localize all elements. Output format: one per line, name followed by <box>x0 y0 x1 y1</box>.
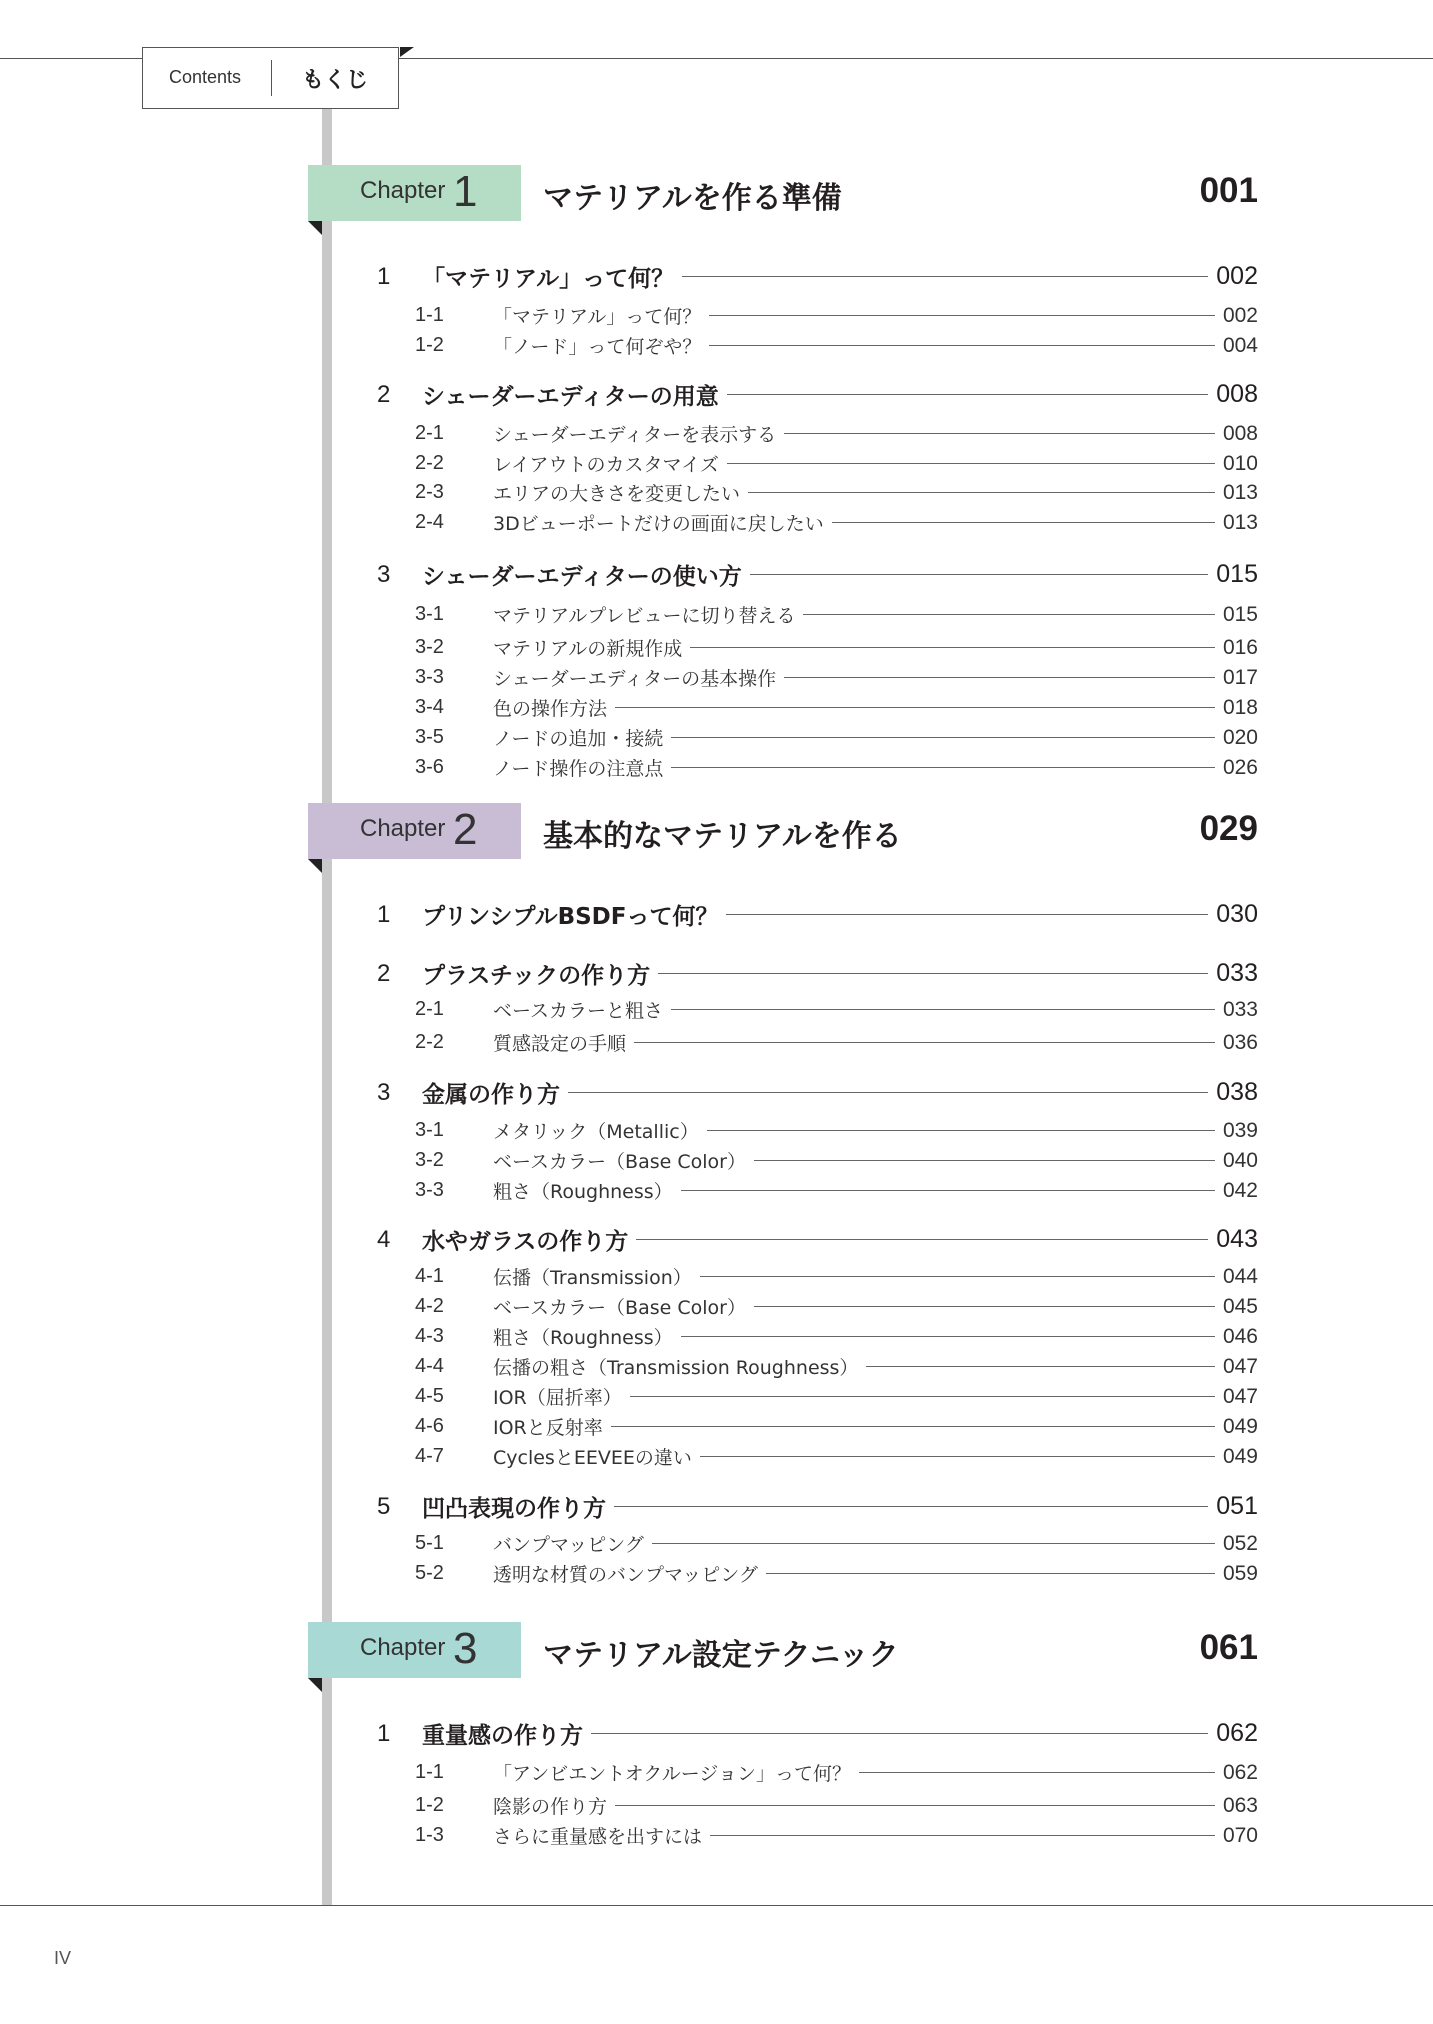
chapter-label-box <box>308 165 521 221</box>
toc-subsection-entry <box>308 754 1258 781</box>
dot-leader <box>682 276 1208 277</box>
toc-section-entry <box>308 378 1258 411</box>
entry-title: マテリアルの新規作成 <box>493 638 683 660</box>
entry-page: 017 <box>1222 665 1258 689</box>
entry-page: 070 <box>1222 1823 1258 1847</box>
entry-page: 038 <box>1216 1078 1258 1106</box>
entry-number: 5-2 <box>415 1562 444 1584</box>
dot-leader <box>591 1733 1208 1734</box>
dot-leader <box>671 737 1215 738</box>
toc-section-entry <box>308 957 1258 990</box>
entry-page: 049 <box>1222 1414 1258 1438</box>
entry-page: 051 <box>1216 1492 1258 1520</box>
entry-page: 002 <box>1216 262 1258 290</box>
entry-page: 047 <box>1222 1384 1258 1408</box>
entry-title: ベースカラーと粗さ <box>493 1000 664 1022</box>
chapter-corner-mark <box>308 221 322 235</box>
entry-title: メタリック（Metallic） <box>493 1121 699 1143</box>
dot-leader <box>630 1396 1215 1397</box>
toc-subsection-entry <box>308 1792 1258 1819</box>
toc-subsection-entry <box>308 996 1258 1023</box>
entry-number: 5 <box>377 1492 391 1520</box>
chapter-number: 3 <box>453 1624 478 1673</box>
entry-number: 3-2 <box>415 636 444 658</box>
contents-tab-en: Contents <box>169 67 242 87</box>
entry-page: 015 <box>1216 560 1258 588</box>
chapter-title: マテリアルを作る準備 <box>543 181 842 216</box>
toc-subsection-entry <box>308 601 1258 628</box>
dot-leader <box>681 1190 1215 1191</box>
chapter-number: 2 <box>453 805 478 854</box>
chapter-label: Chapter <box>360 1634 446 1661</box>
entry-page: 036 <box>1222 1030 1258 1054</box>
dot-leader <box>866 1366 1215 1367</box>
entry-page: 033 <box>1216 959 1258 987</box>
dot-leader <box>754 1160 1215 1161</box>
toc-subsection-entry <box>308 1147 1258 1174</box>
entry-page: 016 <box>1222 635 1258 659</box>
entry-page: 018 <box>1222 695 1258 719</box>
dot-leader <box>766 1573 1215 1574</box>
entry-number: 3-1 <box>415 603 444 625</box>
entry-number: 1-1 <box>415 304 444 326</box>
chapter-corner-mark <box>308 1678 322 1692</box>
dot-leader <box>754 1306 1215 1307</box>
entry-title: 金属の作り方 <box>422 1082 560 1108</box>
toc-subsection-entry <box>308 479 1258 506</box>
entry-page: 049 <box>1222 1444 1258 1468</box>
toc-section-entry <box>308 1490 1258 1523</box>
dot-leader <box>750 574 1209 575</box>
entry-page: 062 <box>1216 1719 1258 1747</box>
toc-subsection-entry <box>308 1383 1258 1410</box>
dot-leader <box>681 1336 1215 1337</box>
dot-leader <box>700 1456 1215 1457</box>
chapter-header <box>308 803 1258 859</box>
entry-title: ノードの追加・接続 <box>493 728 664 750</box>
entry-page: 026 <box>1222 755 1258 779</box>
entry-title: シェーダーエディターの使い方 <box>422 564 742 590</box>
entry-title: 粗さ（Roughness） <box>493 1181 673 1203</box>
entry-title: バンプマッピング <box>493 1534 644 1556</box>
dot-leader <box>700 1276 1215 1277</box>
entry-page: 008 <box>1222 421 1258 445</box>
dot-leader <box>709 315 1215 316</box>
entry-title: プリンシプルBSDFって何？ <box>422 904 719 930</box>
toc-section-entry <box>308 1223 1258 1256</box>
entry-title: 水やガラスの作り方 <box>422 1229 629 1255</box>
entry-title: ベースカラー（Base Color） <box>493 1151 746 1173</box>
toc-subsection-entry <box>308 1560 1258 1587</box>
entry-title: プラスチックの作り方 <box>422 963 651 989</box>
chapter-header <box>308 165 1258 221</box>
toc-section-entry <box>308 260 1258 293</box>
entry-number: 3-3 <box>415 666 444 688</box>
entry-number: 1 <box>377 262 391 290</box>
toc-subsection-entry <box>308 1029 1258 1056</box>
entry-title: 質感設定の手順 <box>493 1033 627 1055</box>
entry-title: 色の操作方法 <box>493 698 608 720</box>
entry-number: 2-2 <box>415 1031 444 1053</box>
entry-title: エリアの大きさを変更したい <box>493 483 741 505</box>
entry-number: 1 <box>377 900 391 928</box>
chapter-page: 001 <box>1199 171 1258 210</box>
entry-title: ベースカラー（Base Color） <box>493 1297 746 1319</box>
entry-title: 重量感の作り方 <box>422 1723 583 1749</box>
toc-section-entry <box>308 1076 1258 1109</box>
entry-title: 「アンビエントオクルージョン」って何？ <box>493 1763 851 1785</box>
toc-subsection-entry <box>308 1822 1258 1849</box>
toc-subsection-entry <box>308 332 1258 359</box>
dot-leader <box>671 767 1215 768</box>
entry-number: 3-4 <box>415 696 444 718</box>
entry-number: 3 <box>377 560 391 588</box>
entry-title: 「マテリアル」って何？ <box>493 306 702 328</box>
toc-subsection-entry <box>308 1293 1258 1320</box>
chapter-title: マテリアル設定テクニック <box>543 1638 899 1673</box>
entry-page: 008 <box>1216 380 1258 408</box>
entry-title: 陰影の作り方 <box>493 1796 608 1818</box>
toc-subsection-entry <box>308 1177 1258 1204</box>
toc-subsection-entry <box>308 1413 1258 1440</box>
toc-subsection-entry <box>308 420 1258 447</box>
entry-number: 3-1 <box>415 1119 444 1141</box>
entry-number: 5-1 <box>415 1532 444 1554</box>
entry-number: 1 <box>377 1719 391 1747</box>
dot-leader <box>568 1092 1208 1093</box>
toc-subsection-entry <box>308 450 1258 477</box>
toc-subsection-entry <box>308 694 1258 721</box>
entry-title: 伝播（Transmission） <box>493 1267 692 1289</box>
contents-tab <box>142 47 399 109</box>
dot-leader <box>832 522 1215 523</box>
dot-leader <box>803 614 1214 615</box>
entry-page: 052 <box>1222 1531 1258 1555</box>
entry-number: 3-5 <box>415 726 444 748</box>
entry-title: シェーダーエディターの基本操作 <box>493 668 777 690</box>
dot-leader <box>636 1239 1208 1240</box>
toc-subsection-entry <box>308 509 1258 536</box>
dot-leader <box>690 647 1215 648</box>
dot-leader <box>710 1835 1215 1836</box>
dot-leader <box>671 1009 1215 1010</box>
entry-number: 1-2 <box>415 1794 444 1816</box>
entry-page: 063 <box>1222 1793 1258 1817</box>
toc-subsection-entry <box>308 1117 1258 1144</box>
chapter-label-box <box>308 1622 521 1678</box>
entry-number: 4-7 <box>415 1445 444 1467</box>
page-folio: IV <box>54 1948 72 1968</box>
entry-number: 4 <box>377 1225 391 1253</box>
entry-page: 042 <box>1222 1178 1258 1202</box>
toc-section-entry <box>308 558 1258 591</box>
dot-leader <box>727 463 1215 464</box>
entry-page: 033 <box>1222 997 1258 1021</box>
entry-page: 059 <box>1222 1561 1258 1585</box>
toc-subsection-entry <box>308 1759 1258 1786</box>
toc-subsection-entry <box>308 1353 1258 1380</box>
entry-title: 「マテリアル」って何？ <box>422 266 675 292</box>
dot-leader <box>652 1543 1215 1544</box>
chapter-title: 基本的なマテリアルを作る <box>543 819 902 854</box>
entry-number: 2 <box>377 380 391 408</box>
toc-subsection-entry <box>308 634 1258 661</box>
entry-title: CyclesとEEVEEの違い <box>493 1447 692 1469</box>
chapter-section <box>308 803 1258 1586</box>
chapter-header <box>308 1622 1258 1678</box>
entry-number: 2 <box>377 959 391 987</box>
entry-title: IOR（屈折率） <box>493 1387 622 1409</box>
chapter-page: 029 <box>1199 809 1258 848</box>
toc-subsection-entry <box>308 1263 1258 1290</box>
entry-page: 004 <box>1222 333 1258 357</box>
entry-number: 3 <box>377 1078 391 1106</box>
entry-page: 013 <box>1222 510 1258 534</box>
entry-page: 040 <box>1222 1148 1258 1172</box>
toc-subsection-entry <box>308 1323 1258 1350</box>
entry-number: 3-2 <box>415 1149 444 1171</box>
entry-title: レイアウトのカスタマイズ <box>493 454 719 476</box>
toc-section-entry <box>308 1717 1258 1750</box>
entry-number: 4-5 <box>415 1385 444 1407</box>
entry-page: 039 <box>1222 1118 1258 1142</box>
dot-leader <box>615 1805 1215 1806</box>
entry-number: 4-4 <box>415 1355 444 1377</box>
entry-title: ノード操作の注意点 <box>493 758 664 780</box>
entry-title: 3Dビューポートだけの画面に戻したい <box>493 513 824 535</box>
entry-title: 伝播の粗さ（Transmission Roughness） <box>493 1357 859 1379</box>
entry-title: さらに重量感を出すには <box>493 1826 703 1848</box>
dot-leader <box>727 394 1209 395</box>
entry-page: 002 <box>1222 303 1258 327</box>
tab-corner-mark <box>400 47 414 57</box>
bottom-rule <box>0 1905 1433 1906</box>
dot-leader <box>784 677 1215 678</box>
entry-page: 010 <box>1222 451 1258 475</box>
entry-number: 2-1 <box>415 998 444 1020</box>
toc-subsection-entry <box>308 302 1258 329</box>
entry-number: 3-3 <box>415 1179 444 1201</box>
dot-leader <box>726 914 1208 915</box>
entry-title: 凹凸表現の作り方 <box>422 1496 606 1522</box>
entry-number: 1-1 <box>415 1761 444 1783</box>
entry-number: 4-1 <box>415 1265 444 1287</box>
entry-page: 043 <box>1216 1225 1258 1253</box>
contents-tab-ja: もくじ <box>302 68 369 93</box>
entry-number: 4-2 <box>415 1295 444 1317</box>
toc-subsection-entry <box>308 724 1258 751</box>
toc-section-entry <box>308 898 1258 931</box>
entry-title: IORと反射率 <box>493 1417 603 1439</box>
entry-page: 062 <box>1222 1760 1258 1784</box>
toc-subsection-entry <box>308 1443 1258 1470</box>
entry-number: 2-3 <box>415 481 444 503</box>
entry-page: 015 <box>1222 602 1258 626</box>
entry-page: 030 <box>1216 900 1258 928</box>
entry-page: 044 <box>1222 1264 1258 1288</box>
entry-number: 2-1 <box>415 422 444 444</box>
entry-title: 透明な材質のバンプマッピング <box>493 1564 758 1586</box>
entry-number: 4-6 <box>415 1415 444 1437</box>
toc-subsection-entry <box>308 664 1258 691</box>
dot-leader <box>784 433 1215 434</box>
tab-divider <box>271 60 272 96</box>
dot-leader <box>611 1426 1215 1427</box>
entry-number: 2-4 <box>415 511 444 533</box>
dot-leader <box>615 707 1215 708</box>
entry-number: 1-3 <box>415 1824 444 1846</box>
dot-leader <box>707 1130 1215 1131</box>
chapter-page: 061 <box>1199 1628 1258 1667</box>
dot-leader <box>634 1042 1215 1043</box>
entry-number: 3-6 <box>415 756 444 778</box>
entry-title: 粗さ（Roughness） <box>493 1327 673 1349</box>
chapter-label-box <box>308 803 521 859</box>
dot-leader <box>859 1772 1215 1773</box>
entry-title: 「ノード」って何ぞや？ <box>493 336 702 358</box>
entry-number: 1-2 <box>415 334 444 356</box>
chapter-section <box>308 1622 1258 1848</box>
entry-title: マテリアルプレビューに切り替える <box>493 605 796 627</box>
entry-page: 013 <box>1222 480 1258 504</box>
chapter-number: 1 <box>453 167 478 216</box>
dot-leader <box>614 1506 1208 1507</box>
entry-page: 047 <box>1222 1354 1258 1378</box>
entry-number: 4-3 <box>415 1325 444 1347</box>
entry-title: シェーダーエディターの用意 <box>422 384 719 410</box>
toc-subsection-entry <box>308 1530 1258 1557</box>
chapter-label: Chapter <box>360 815 446 842</box>
entry-page: 045 <box>1222 1294 1258 1318</box>
dot-leader <box>748 492 1215 493</box>
chapter-section <box>308 165 1258 780</box>
entry-number: 2-2 <box>415 452 444 474</box>
chapter-label: Chapter <box>360 177 446 204</box>
entry-page: 020 <box>1222 725 1258 749</box>
entry-page: 046 <box>1222 1324 1258 1348</box>
chapter-corner-mark <box>308 859 322 873</box>
dot-leader <box>658 973 1208 974</box>
entry-title: シェーダーエディターを表示する <box>493 424 777 446</box>
dot-leader <box>709 345 1215 346</box>
